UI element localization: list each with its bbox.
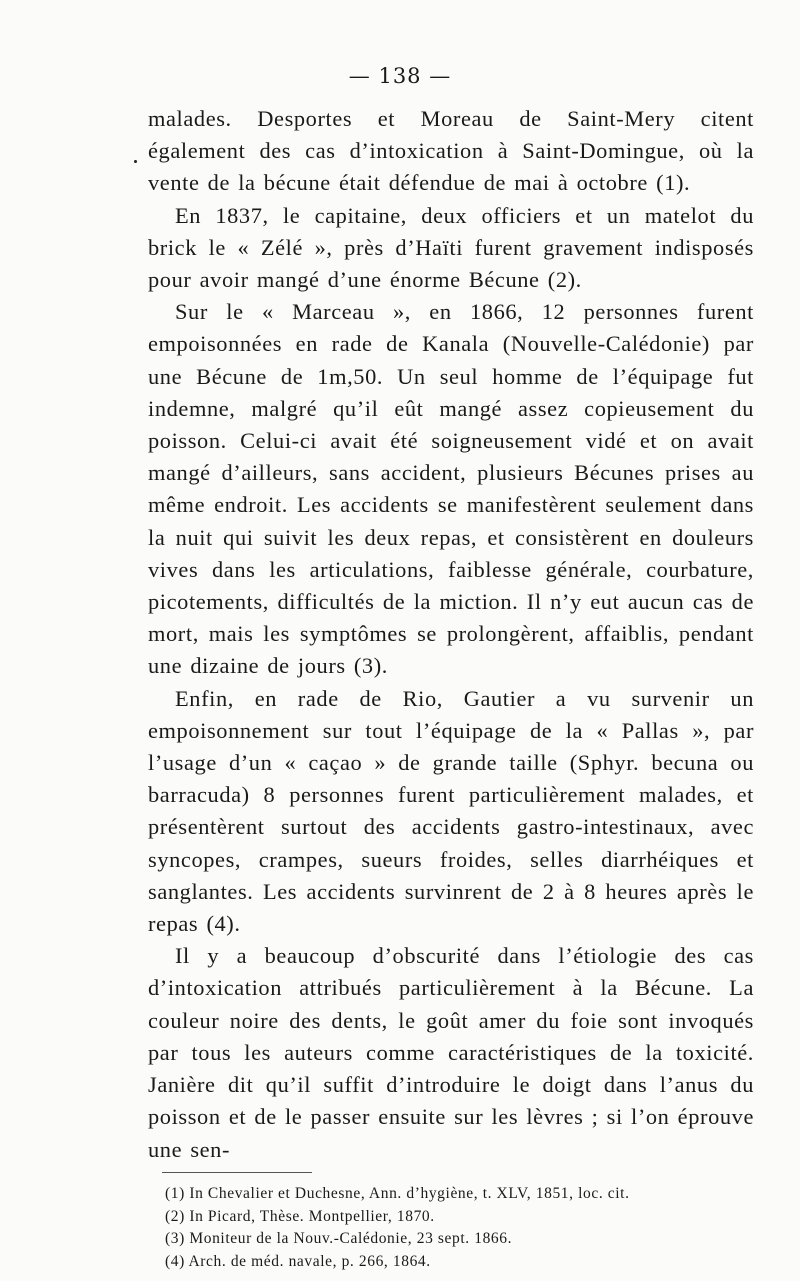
footnote: (3) Moniteur de la Nouv.-Calédonie, 23 sept. 1866. (165, 1230, 513, 1247)
paragraph: Sur le « Marceau », en 1866, 12 personnes furent empoisonnées en rade de Kanala (Nouvelle-Calédonie) par une Bécune de 1m,50. Un seul homme de l’équipage fut indemne, malgré qu’il eût mangé assez copieusement du poisson. Celui-ci avait été soigneusement vidé et on avait mangé d’ailleurs, sans accident, plusieurs Bécunes prises au même endroit. Les accidents se manifestèrent seulement dans la nuit qui suivit les deux repas, et consistèrent en douleurs vives dans les articulations, faiblesse générale, courbature, picotements, difficultés de la miction. Il n’y eut aucun cas de mort, mais les symptômes se prolongèrent, affaiblis, pendant une dizaine de jours (3). (148, 299, 754, 679)
margin-mark (134, 160, 137, 163)
paragraph: Il y a beaucoup d’obscurité dans l’étiologie des cas d’intoxication attribués particulièrement à la Bécune. La couleur noire des dents, le goût amer du foie sont invoqués par tous les auteurs comme caractéristiques de la toxicité. Janière dit qu’il suffit d’introduire le doigt dans l’anus du poisson et de le passer ensuite sur les lèvres ; si l’on éprouve une sen- (148, 943, 754, 1162)
footnote: (2) In Picard, Thèse. Montpellier, 1870. (165, 1207, 435, 1225)
paragraph: En 1837, le capitaine, deux officiers et un matelot du brick le « Zélé », près d’Haïti furent gravement indisposés pour avoir mangé d’une énorme Bécune (2). (148, 202, 754, 293)
paragraph: malades. Desportes et Moreau de Saint-Mery citent également des cas d’intoxication à Saint-Domingue, où la vente de la bécune était défendue de mai à octobre (1). (148, 106, 754, 196)
page-number: — 138 — (348, 64, 452, 88)
footnote-divider (162, 1172, 312, 1173)
body-text (148, 103, 754, 1166)
footnotes (165, 1183, 745, 1273)
footnote: (1) In Chevalier et Duchesne, Ann. d’hygiène, t. XLV, 1851, loc. cit. (165, 1185, 630, 1202)
footnote: (4) Arch. de méd. navale, p. 266, 1864. (165, 1252, 431, 1270)
paragraph: Enfin, en rade de Rio, Gautier a vu survenir un empoisonnement sur tout l’équipage de la « Pallas », par l’usage d’un « caçao » de grande taille (Sphyr. becuna ou barracuda) 8 personnes furent particulièrement malades, et présentèrent surtout des accidents gastro-intestinaux, avec syncopes, crampes, sueurs froides, selles diarrhéiques et sanglantes. Les accidents survinrent de 2 à 8 heures après le repas (4). (148, 685, 754, 937)
